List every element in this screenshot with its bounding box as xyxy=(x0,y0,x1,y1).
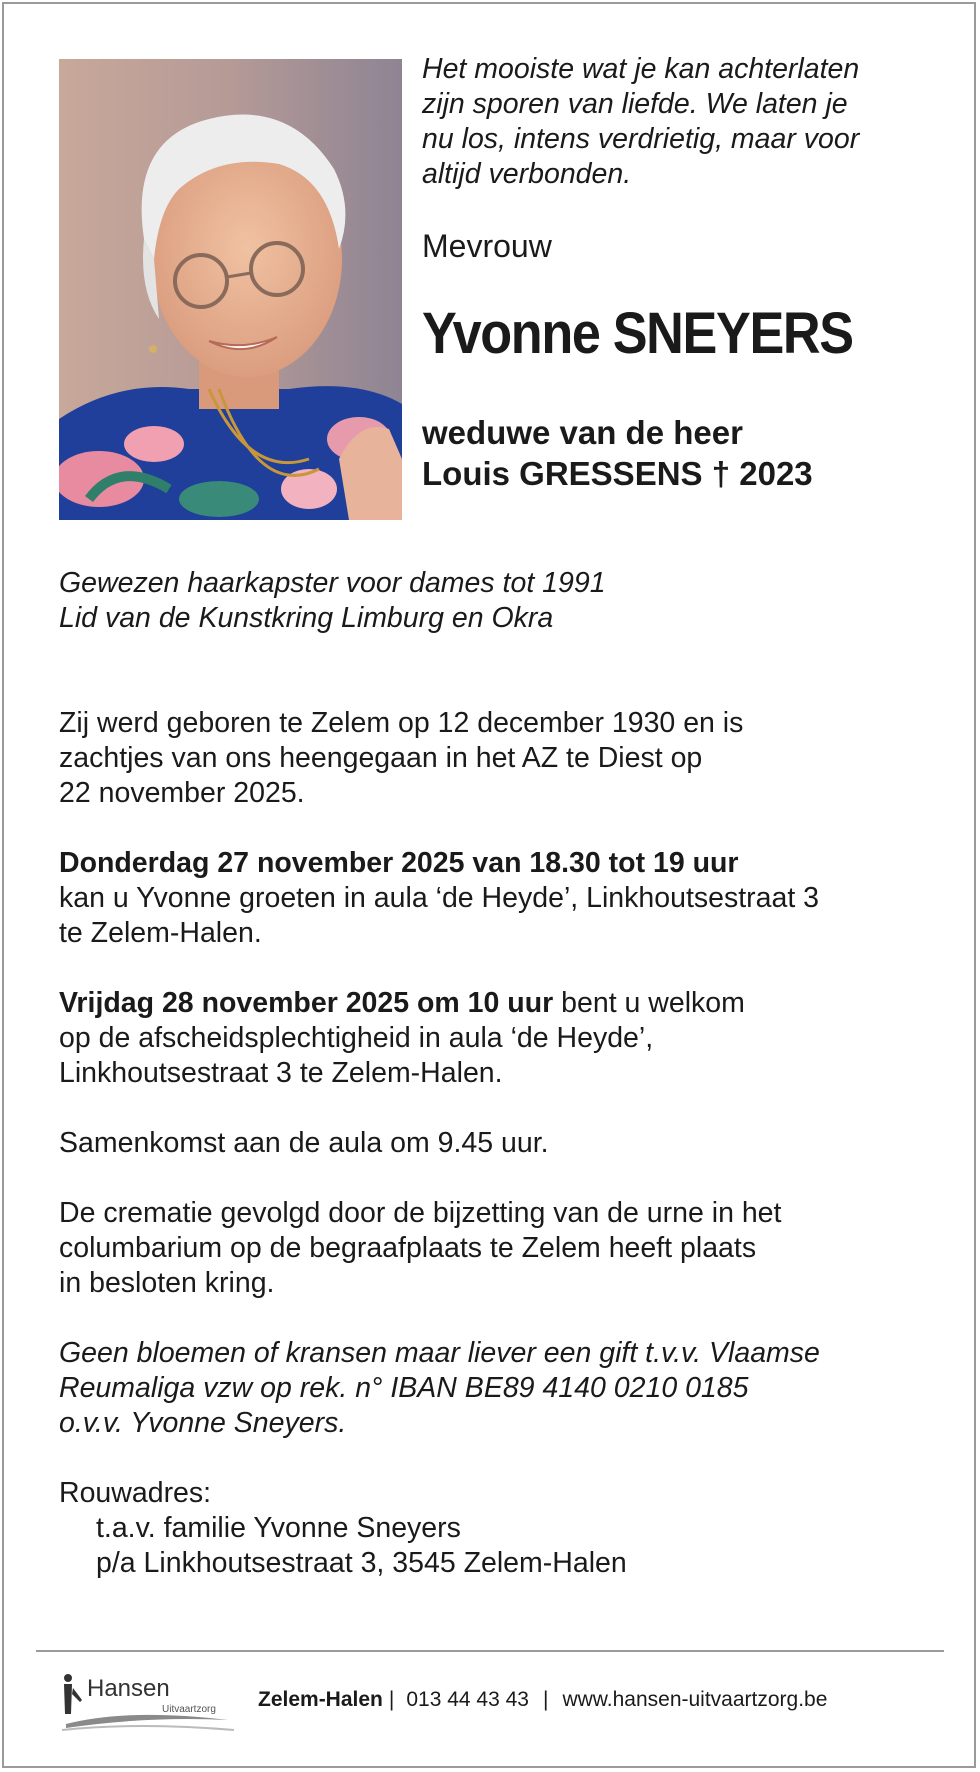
cremation-paragraph xyxy=(59,1196,959,1301)
text-line: op de afscheidsplechtigheid in aula ‘de Heyde’, xyxy=(59,1022,654,1054)
text-line: 22 november 2025. xyxy=(59,777,305,809)
address-paragraph xyxy=(59,1476,959,1581)
occupation-line: Lid van de Kunstkring Limburg en Okra xyxy=(59,602,554,634)
footer-separator: | xyxy=(542,1688,549,1711)
visitation-date: Donderdag 27 november 2025 van 18.30 tot 19 uur xyxy=(59,847,739,879)
spouse-line: Louis GRESSENS † 2023 xyxy=(422,455,813,492)
quote-line: nu los, intens verdrietig, maar voor xyxy=(422,123,860,155)
footer-phone[interactable]: 013 44 43 43 xyxy=(406,1688,529,1711)
text-line: Zij werd geboren te Zelem op 12 december 1930 en is xyxy=(59,707,744,739)
text-line: o.v.v. Yvonne Sneyers. xyxy=(59,1407,347,1439)
footer-separator: | xyxy=(388,1688,395,1711)
memorial-quote xyxy=(422,52,942,192)
quote-line: Het mooiste wat je kan achterlaten xyxy=(422,53,860,85)
salutation: Mevrouw xyxy=(422,228,552,264)
occupation-info xyxy=(59,566,606,636)
text-line: Reumaliga vzw op rek. n° IBAN BE89 4140 0210 0185 xyxy=(59,1372,749,1404)
quote-line: altijd verbonden. xyxy=(422,158,632,190)
address-line: t.a.v. familie Yvonne Sneyers xyxy=(96,1512,461,1544)
text-line: Linkhoutsestraat 3 te Zelem-Halen. xyxy=(59,1057,503,1089)
occupation-line: Gewezen haarkapster voor dames tot 1991 xyxy=(59,567,606,599)
footer-website[interactable]: www.hansen-uitvaartzorg.be xyxy=(562,1688,828,1711)
text-line xyxy=(59,986,959,1021)
ceremony-date: Vrijdag 28 november 2025 om 10 uur xyxy=(59,987,554,1019)
ceremony-paragraph xyxy=(59,986,959,1091)
text-line: De crematie gevolgd door de bijzetting van de urne in het xyxy=(59,1197,782,1229)
footer-location: Zelem-Halen xyxy=(258,1688,383,1711)
logo-subtitle: Uitvaartzorg xyxy=(162,1704,216,1715)
birth-paragraph xyxy=(59,706,959,811)
text-line: kan u Yvonne groeten in aula ‘de Heyde’, Linkhoutsestraat 3 xyxy=(59,882,820,914)
hansen-logo xyxy=(58,1670,238,1736)
ceremony-welcome: bent u welkom xyxy=(553,987,745,1019)
donation-paragraph xyxy=(59,1336,959,1441)
text-line: te Zelem-Halen. xyxy=(59,917,262,949)
deceased-name: Yvonne SNEYERS xyxy=(422,301,853,366)
announcement-body xyxy=(59,706,959,1616)
address-line: p/a Linkhoutsestraat 3, 3545 Zelem-Halen xyxy=(96,1547,627,1579)
logo-name: Hansen xyxy=(87,1675,170,1702)
text-line: Samenkomst aan de aula om 9.45 uur. xyxy=(59,1127,549,1159)
text-line: Geen bloemen of kransen maar liever een gift t.v.v. Vlaamse xyxy=(59,1337,820,1369)
spouse-info xyxy=(422,412,813,494)
text-line: zachtjes van ons heengegaan in het AZ te Diest op xyxy=(59,742,703,774)
text-line: in besloten kring. xyxy=(59,1267,275,1299)
text-line: columbarium op de begraafplaats te Zelem heeft plaats xyxy=(59,1232,757,1264)
gathering-paragraph xyxy=(59,1126,959,1161)
quote-line: zijn sporen van liefde. We laten je xyxy=(422,88,848,120)
footer-divider xyxy=(36,1650,944,1652)
visitation-paragraph xyxy=(59,846,959,951)
spouse-line: weduwe van de heer xyxy=(422,414,743,451)
contact-footer xyxy=(258,1688,827,1712)
portrait-photo xyxy=(59,59,402,520)
address-heading: Rouwadres: xyxy=(59,1477,212,1509)
